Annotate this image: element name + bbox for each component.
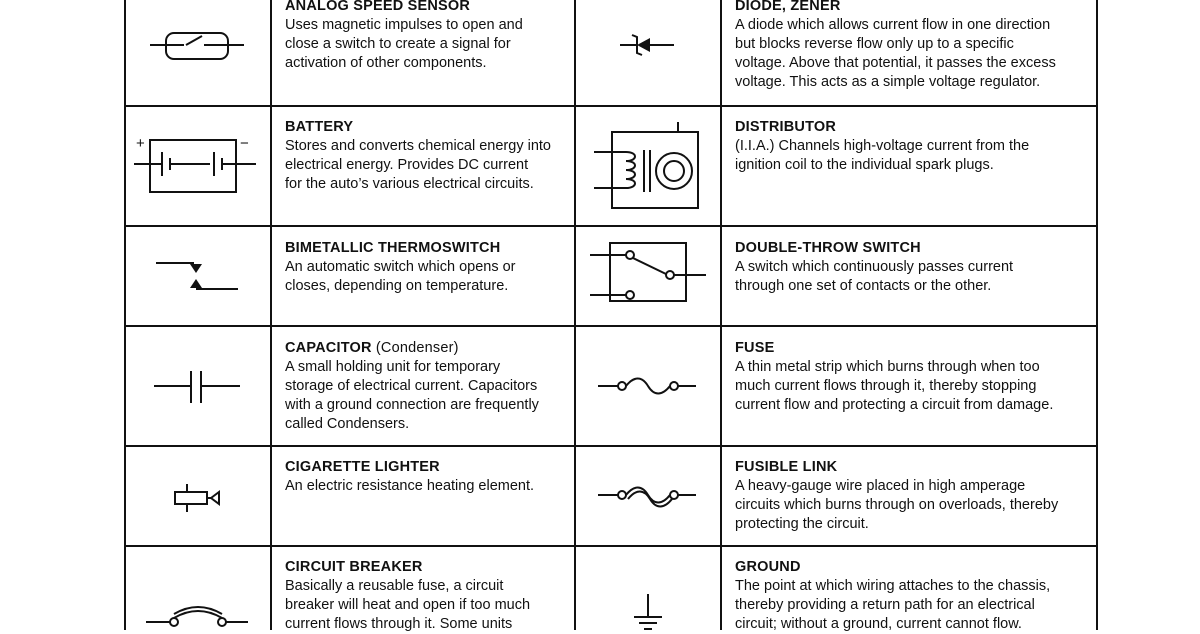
row-divider [124, 445, 576, 447]
entry-title: ANALOG SPEED SENSOR [285, 0, 471, 14]
symbol-reference-sheet [124, 0, 1098, 630]
entry-title: FUSIBLE LINK [735, 459, 838, 475]
entry-title: DISTRIBUTOR [735, 119, 837, 135]
entry-capacitor [285, 339, 570, 434]
analog-speed-sensor-icon [150, 26, 246, 66]
row-divider [124, 325, 576, 327]
entry-battery [285, 118, 570, 194]
entry-description: A small holding unit for temporary storage of electrical current. Capacitors with a ground connection are frequently called Condensers. [285, 359, 539, 432]
row-divider [574, 225, 1098, 227]
double-throw-switch-icon [590, 240, 708, 304]
entry-description: The point at which wiring attaches to the chassis, thereby providing a return path for an electrical circuit; without a ground, current cannot flow. [735, 578, 1051, 632]
entry-title: CIGARETTE LIGHTER [285, 459, 440, 475]
entry-title: BIMETALLIC THERMOSWITCH [285, 240, 501, 256]
capacitor-icon [154, 371, 244, 405]
row-divider [574, 445, 1098, 447]
entry-title: CIRCUIT BREAKER [285, 559, 423, 575]
column-divider [270, 0, 272, 630]
entry-double-throw-switch [735, 239, 1095, 296]
entry-title-note: (Condenser) [375, 340, 459, 356]
entry-description: Stores and converts chemical energy into electrical energy. Provides DC current for the auto’s various electrical circuits. [285, 138, 551, 192]
entry-title: DOUBLE-THROW SWITCH [735, 240, 921, 256]
entry-ground [735, 558, 1095, 634]
battery-icon [134, 134, 260, 196]
entry-description: A diode which allows current flow in one direction but blocks reverse flow only up to a specific voltage. Above that potential, it passes the excess voltage. This acts as a simple voltage regulator. [735, 17, 1056, 90]
table-border-right [1096, 0, 1098, 630]
entry-zener-diode [735, 0, 1095, 92]
entry-fuse [735, 339, 1095, 415]
row-divider [124, 225, 576, 227]
circuit-breaker-icon [146, 602, 250, 630]
entry-title [285, 339, 570, 358]
entry-description: Uses magnetic impulses to open and close a switch to create a signal for activation of other components. [285, 17, 523, 71]
entry-cigarette-lighter [285, 458, 570, 496]
row-divider [124, 105, 576, 107]
battery-plus-label: + [136, 135, 145, 152]
row-divider [574, 105, 1098, 107]
entry-title: DIODE, ZENER [735, 0, 841, 14]
entry-description: A switch which continuously passes current through one set of contacts or the other. [735, 259, 1014, 294]
battery-minus-label: − [240, 135, 249, 152]
entry-description: A heavy-gauge wire placed in high amperage circuits which burns through on overloads, thereby protecting the circuit. [735, 478, 1059, 532]
entry-description: An automatic switch which opens or closes, depending on temperature. [285, 259, 516, 294]
distributor-icon [594, 122, 706, 214]
entry-bimetallic-thermoswitch [285, 239, 570, 296]
entry-title-text: CAPACITOR [285, 340, 372, 356]
row-divider [574, 325, 1098, 327]
entry-distributor [735, 118, 1095, 175]
table-border-left [124, 0, 126, 630]
entry-description: A thin metal strip which burns through when too much current flows through it, thereby stopping current flow and protecting a circuit from damage. [735, 359, 1054, 413]
bimetallic-thermoswitch-icon [156, 258, 240, 296]
fuse-icon [598, 375, 698, 397]
cigarette-lighter-icon [172, 484, 222, 516]
entry-fusible-link [735, 458, 1095, 534]
entry-description: (I.I.A.) Channels high-voltage current from the ignition coil to the individual spark plugs. [735, 138, 1030, 173]
entry-description: An electric resistance heating element. [285, 478, 535, 494]
entry-title: BATTERY [285, 119, 354, 135]
entry-title: GROUND [735, 559, 801, 575]
entry-analog-speed-sensor [285, 0, 570, 73]
entry-title: FUSE [735, 340, 775, 356]
fusible-link-icon [598, 483, 698, 511]
column-divider [574, 0, 576, 630]
row-divider [124, 545, 576, 547]
entry-description: Basically a reusable fuse, a circuit breaker will heat and open if too much current flows through it. Some units [285, 578, 531, 632]
column-divider [720, 0, 722, 630]
ground-icon [630, 594, 666, 630]
entry-circuit-breaker [285, 558, 570, 634]
zener-diode-icon [620, 30, 676, 64]
row-divider [574, 545, 1098, 547]
